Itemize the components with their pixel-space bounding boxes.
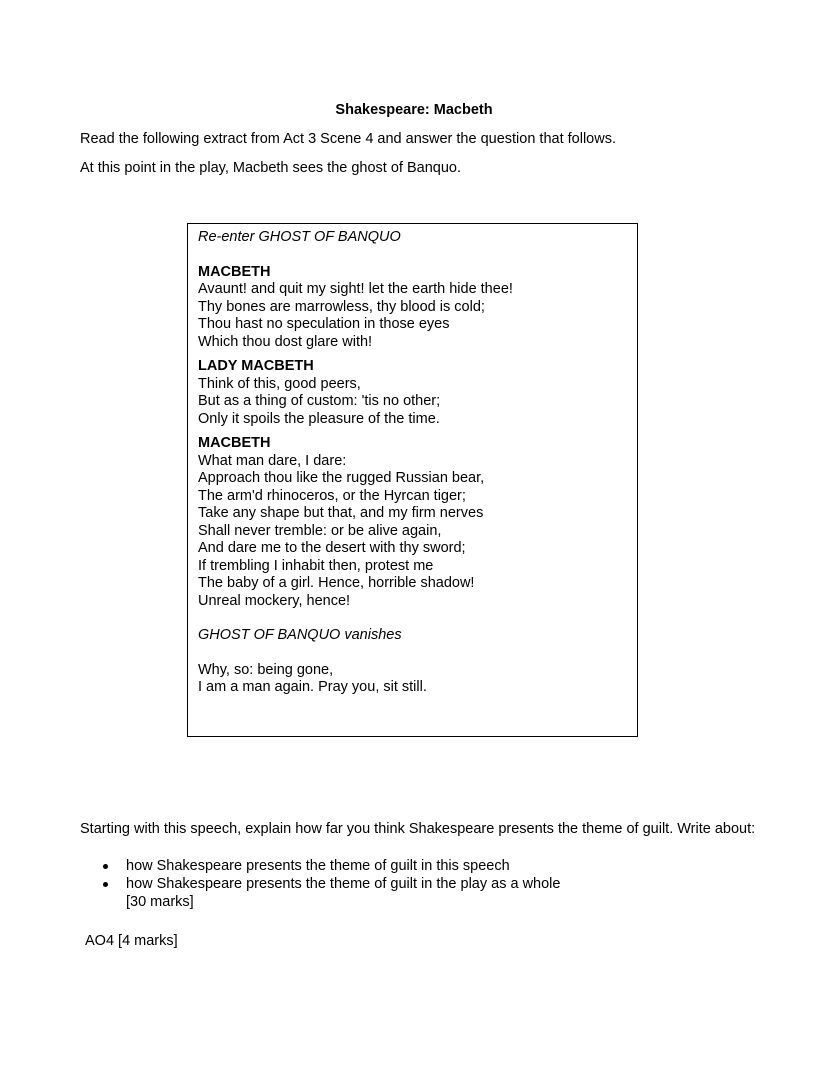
speech-line: Which thou dost glare with! xyxy=(198,333,373,350)
speaker-lady-macbeth: LADY MACBETH xyxy=(198,358,314,374)
question-prompt: Starting with this speech, explain how far you think Shakespeare presents the theme of guilt. Write about: xyxy=(80,821,756,837)
speech-line: Thou hast no speculation in those eyes xyxy=(198,316,450,332)
list-item xyxy=(100,875,560,893)
speech-line: Approach thou like the rugged Russian bear, xyxy=(198,470,485,486)
speech-line: Think of this, good peers, xyxy=(198,375,361,392)
extract-text xyxy=(198,229,629,697)
list-item xyxy=(100,857,560,875)
page-title: Shakespeare: Macbeth xyxy=(335,102,493,118)
speech-line: Take any shape but that, and my firm nerves xyxy=(198,505,484,521)
speech-line: Why, so: being gone, xyxy=(198,661,334,678)
stage-direction-exit: GHOST OF BANQUO vanishes xyxy=(198,627,402,643)
marks-label: [30 marks] xyxy=(126,894,194,910)
speech-line: The arm'd rhinoceros, or the Hyrcan tiger; xyxy=(198,487,466,504)
speaker-macbeth: MACBETH xyxy=(198,263,271,280)
bullet-text: how Shakespeare presents the theme of guilt in this speech xyxy=(126,858,510,874)
speech-line: Shall never tremble: or be alive again, xyxy=(198,522,442,539)
intro-context: At this point in the play, Macbeth sees the ghost of Banquo. xyxy=(80,160,462,176)
speech-line: I am a man again. Pray you, sit still. xyxy=(198,679,427,695)
speech-line: What man dare, I dare: xyxy=(198,452,347,469)
extract-box xyxy=(187,223,638,737)
ao4-marks-label: AO4 [4 marks] xyxy=(85,933,178,949)
speech-line: And dare me to the desert with thy sword; xyxy=(198,540,466,556)
intro-instruction: Read the following extract from Act 3 Scene 4 and answer the question that follows. xyxy=(80,131,616,147)
speaker-macbeth: MACBETH xyxy=(198,435,271,451)
bullet-icon xyxy=(103,864,108,869)
stage-direction-enter: Re-enter GHOST OF BANQUO xyxy=(198,229,401,245)
speech-line: Only it spoils the pleasure of the time. xyxy=(198,410,440,427)
bullet-text: how Shakespeare presents the theme of guilt in the play as a whole xyxy=(126,876,561,892)
speech-line: But as a thing of custom: 'tis no other; xyxy=(198,393,441,409)
speech-line: Thy bones are marrowless, thy blood is cold; xyxy=(198,298,485,315)
speech-line: Avaunt! and quit my sight! let the earth hide thee! xyxy=(198,281,513,297)
question-bullets xyxy=(100,857,560,893)
bullet-icon xyxy=(103,882,108,887)
speech-line: Unreal mockery, hence! xyxy=(198,592,351,609)
speech-line: If trembling I inhabit then, protest me xyxy=(198,557,434,574)
speech-line: The baby of a girl. Hence, horrible shadow! xyxy=(198,575,475,591)
